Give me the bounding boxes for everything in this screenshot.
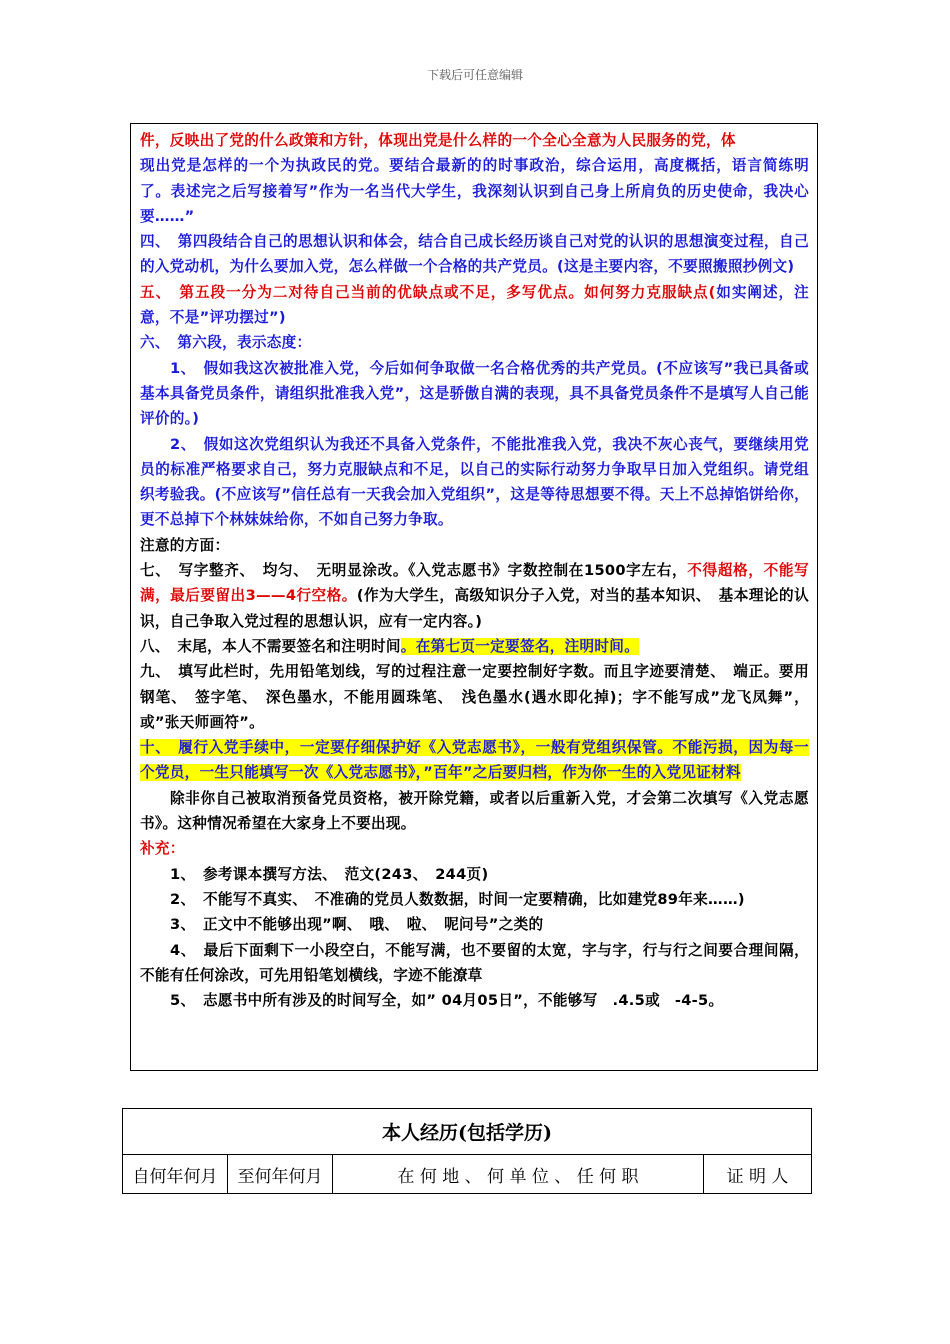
paragraph [140,887,809,912]
experience-table [122,1108,812,1194]
paragraph [140,988,809,1013]
page-header: 下载后可任意编辑 [426,68,523,82]
paragraph [140,938,809,989]
column-header-place-unit-position: 在 何 地 、 何 单 位 、 任 何 职 [333,1155,704,1194]
table-title: 本人经历(包括学历) [123,1109,812,1155]
text-run: 八、 末尾，本人不需要签名和注明时间 [140,637,401,655]
text-run: 现出党是怎样的一个为执政民的党。要结合最新的的时事政治，综合运用，高度概括，语言简练明了。表述完之后写接着写”作为一名当代大学生，我深刻认识到自己身上所肩负的历史使命，我决心要……” [140,157,809,225]
text-run: 5、 志愿书中所有涉及的时间写全，如” 04月05日”，不能够写 .4.5或 -4-5。 [170,992,724,1010]
text-run: 四、 第四段结合自己的思想认识和体会，结合自己成长经历谈自己对党的认识的思想演变过程，自己的入党动机，为什么要加入党，怎么样做一个合格的共产党员。(这是主要内容，不要照搬照抄例文) [140,233,809,276]
paragraph [140,330,809,355]
paragraph [140,912,809,937]
paragraph [140,735,809,786]
instructions-box [130,123,818,1071]
column-header-from-date: 自何年何月 [123,1155,228,1194]
text-run: 。在第七页一定要签名，注明时间。 [400,637,640,655]
text-run: 3、 正文中不能够出现”啊、 哦、 啦、 呢问号”之类的 [170,916,544,934]
paragraph [140,128,809,153]
paragraph [140,153,809,229]
text-run: 件，反映出了党的什么政策和方针，体现出党是什么样的一个全心全意为人民服务的党，体 [140,132,736,149]
paragraph [140,659,809,735]
paragraph [140,786,809,837]
paragraph [140,533,809,558]
paragraph [140,836,809,861]
text-run: 除非你自己被取消预备党员资格，被开除党籍，或者以后重新入党，才会第二次填写《入党志愿书》。这种情况希望在大家身上不要出现。 [140,789,809,833]
column-header-to-date: 至何年何月 [228,1155,333,1194]
text-run: 不得超格，不能写满，最后要留出3——4行空格。 [140,562,809,605]
text-run: 六、 第六段，表示态度： [140,334,312,352]
text-run: 十、 履行入党手续中，一定要仔细保护好《入党志愿书》，一般有党组织保管。不能污损，因为每一个党员，一生只能填写一次《入党志愿书》，”百年”之后要归档，作为你一生的入党见证材料 [140,739,809,782]
text-run: 补充： [140,840,185,858]
paragraph [140,356,809,432]
text-run: 1、 假如我这次被批准入党，今后如何争取做一名合格优秀的共产党员。(不应该写”我已具备或基本具备党员条件，请组织批准我入党”，这是骄傲自满的表现，具不具备党员条件不是填写人自己能评价的。) [140,359,809,428]
text-run: 五、 第五段一分为二对待自己当前的优缺点或不足，多写优点。如何努力克服缺点( [140,283,716,301]
paragraph [140,862,809,887]
text-run: 九、 填写此栏时，先用铅笔划线，写的过程注意一定要控制好字数。而且字迹要清楚、 端正。要用钢笔、 签字笔、 深色墨水，不能用圆珠笔、 浅色墨水(遇水即化掉)；字不能写成”龙飞凤舞”，或”张天师画符”。 [140,663,809,731]
text-run: (作为大学生，高级知识分子入党，对当的基本知识、 基本理论的认识，自己争取入党过程的思想认识，应有一定内容。) [140,587,809,630]
paragraph [140,280,809,331]
paragraph [140,634,809,659]
paragraph [140,229,809,280]
text-run: 如实阐述，注意，不是”评功摆过”) [140,283,809,327]
column-header-witness: 证 明 人 [704,1155,812,1194]
paragraph [140,558,809,634]
paragraph [140,432,809,533]
text-run: 1、 参考课本撰写方法、 范文(243、 244页) [170,865,489,883]
text-run: 七、 写字整齐、 均匀、 无明显涂改。《入党志愿书》字数控制在1500字左右， [140,562,688,580]
text-run: 2、 假如这次党组织认为我还不具备入党条件，不能批准我入党，我决不灰心丧气，要继续用党员的标准严格要求自己，努力克服缺点和不足，以自己的实际行动努力争取早日加入党组织。请党组织考验我。(不应该写”信任总有一天我会加入党组织”，这是等待思想要不得。天上不总掉馅饼给你，更不总掉下个林妹妹给你，不如自己努力争取。 [140,435,809,529]
text-run: 注意的方面： [140,536,230,554]
text-run: 4、 最后下面剩下一小段空白，不能写满，也不要留的太宽，字与字，行与行之间要合理间隔，不能有任何涂改，可先用铅笔划横线，字迹不能潦草 [140,941,809,984]
text-run: 2、 不能写不真实、 不准确的党员人数数据，时间一定要精确，比如建党89年来……) [170,890,745,908]
